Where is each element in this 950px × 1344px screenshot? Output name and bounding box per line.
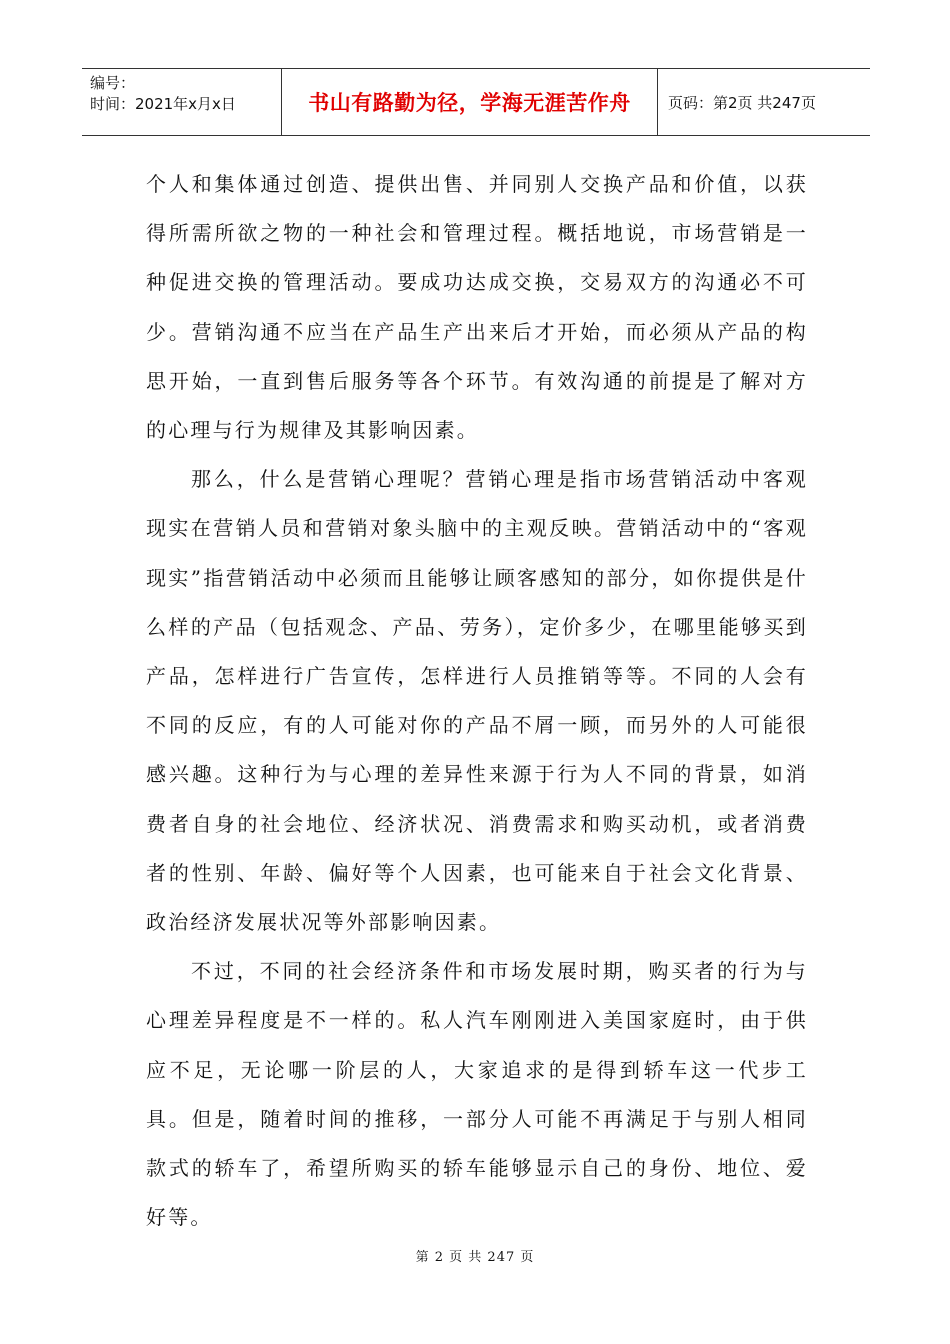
page-footer: 第 2 页 共 247 页 (415, 1250, 535, 1265)
serial-number-label: 编号： (90, 74, 136, 92)
page-header (82, 68, 870, 136)
document-body (146, 160, 808, 1242)
paragraph-3: 不过，不同的社会经济条件和市场发展时期，购买者的行为与心理差异程度是不一样的。私人汽车刚刚进入美国家庭时，由于供应不足，无论哪一阶层的人，大家追求的是得到轿车这一代步工具。但是，随着时间的推移，一部分人可能不再满足于与别人相同款式的轿车了，希望所购买的轿车能够显示自己的身份、地位、爱好等。 (146, 959, 808, 1230)
paragraph-2: 那么，什么是营销心理呢？营销心理是指市场营销活动中客观现实在营销人员和营销对象头脑中的主观反映。营销活动中的“客观现实”指营销活动中必须而且能够让顾客感知的部分，如你提供是什么样的产品（包括观念、产品、劳务），定价多少，在哪里能够买到产品，怎样进行广告宣传，怎样进行人员推销等等。不同的人会有不同的反应，有的人可能对你的产品不屑一顾，而另外的人可能很感兴趣。这种行为与心理的差异性来源于行为人不同的背景，如消费者自身的社会地位、经济状况、消费需求和购买动机，或者消费者的性别、年龄、偏好等个人因素，也可能来自于社会文化背景、政治经济发展状况等外部影响因素。 (146, 467, 808, 935)
header-meta (82, 69, 282, 135)
paragraph-1: 个人和集体通过创造、提供出售、并同别人交换产品和价值，以获得所需所欲之物的一种社会和管理过程。概括地说，市场营销是一种促进交换的管理活动。要成功达成交换，交易双方的沟通必不可少。营销沟通不应当在产品生产出来后才开始，而必须从产品的构思开始，一直到售后服务等各个环节。有效沟通的前提是了解对方的心理与行为规律及其影响因素。 (146, 172, 808, 443)
date-label: 时间：2021年x月x日 (90, 95, 236, 113)
header-motto: 书山有路勤为径，学海无涯苦作舟 (282, 69, 658, 135)
header-page-info: 页码：第2页 共247页 (668, 93, 816, 112)
